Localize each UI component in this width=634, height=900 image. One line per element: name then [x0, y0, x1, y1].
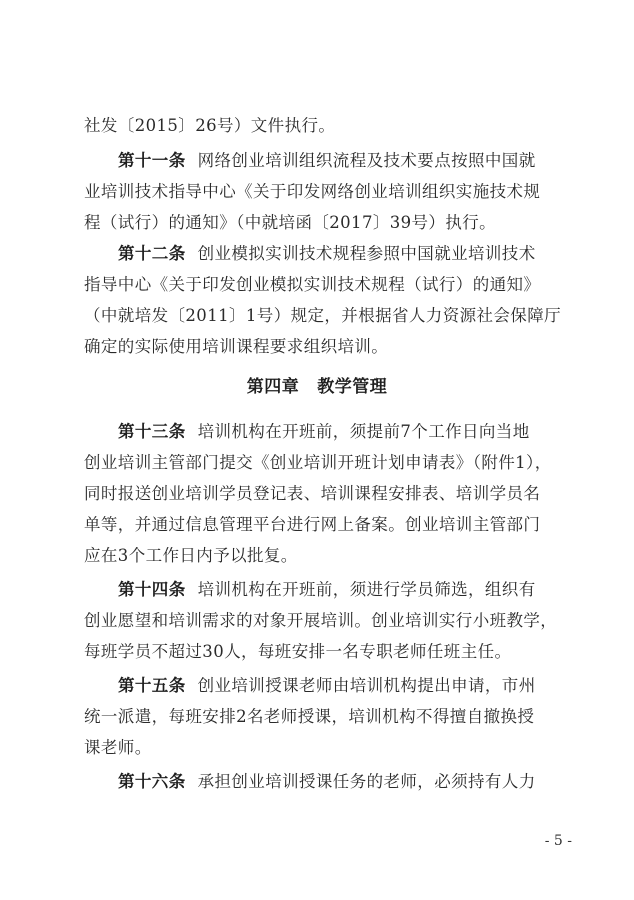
- chapter-number: 第四章: [246, 377, 300, 397]
- article-15-line-3: 课老师。: [84, 738, 152, 757]
- article-13-line-5: 应在3个工作日内予以批复。: [84, 546, 298, 565]
- article-13-line-4: 单等，并通过信息管理平台进行网上备案。创业培训主管部门: [84, 515, 541, 534]
- article-14-line-2: 创业愿望和培训需求的对象开展培训。创业培训实行小班教学，: [84, 611, 558, 630]
- article-15: 第十五条 创业培训授课老师由培训机构提出申请，市州: [118, 676, 536, 695]
- article-12-line-3: （中就培发〔2011〕1号）规定，并根据省人力资源社会保障厅: [84, 306, 561, 325]
- article-12-line-2: 指导中心《关于印发创业模拟实训技术规程（试行）的通知》: [84, 275, 541, 294]
- article-13: 第十三条 培训机构在开班前，须提前7个工作日向当地: [118, 422, 530, 441]
- article-11-line-3: 程（试行）的通知》（中就培函〔2017〕39号）执行。: [84, 213, 497, 232]
- article-label: 第十六条: [118, 772, 186, 791]
- article-13-line-2: 创业培训主管部门提交《创业培训开班计划申请表》（附件1），: [84, 453, 552, 472]
- article-label: 第十二条: [118, 244, 186, 263]
- article-12: 第十二条 创业模拟实训技术规程参照中国就业培训技术: [118, 244, 536, 263]
- article-13-line-3: 同时报送创业培训学员登记表、培训课程安排表、培训学员名: [84, 484, 541, 503]
- article-11-line-2: 业培训技术指导中心《关于印发网络创业培训组织实施技术规: [84, 182, 541, 201]
- article-label: 第十五条: [118, 676, 186, 695]
- article-15-line-2: 统一派遣，每班安排2名老师授课，培训机构不得擅自撤换授: [84, 707, 535, 726]
- article-label: 第十四条: [118, 580, 186, 599]
- article-12-line-4: 确定的实际使用培训课程要求组织培训。: [84, 337, 389, 356]
- chapter-heading: [0, 377, 634, 397]
- page-number: - 5 -: [544, 833, 572, 849]
- article-14-line-3: 每班学员不超过30人，每班安排一名专职老师任班主任。: [84, 642, 512, 661]
- article-16: 第十六条 承担创业培训授课任务的老师，必须持有人力: [118, 772, 536, 791]
- article-14: 第十四条 培训机构在开班前，须进行学员筛选，组织有: [118, 580, 536, 599]
- article-label: 第十三条: [118, 422, 186, 441]
- chapter-title: 教学管理: [317, 377, 388, 397]
- paragraph-continuation: 社发〔2015〕26号）文件执行。: [84, 116, 336, 135]
- article-11: 第十一条 网络创业培训组织流程及技术要点按照中国就: [118, 151, 536, 170]
- article-label: 第十一条: [118, 151, 186, 170]
